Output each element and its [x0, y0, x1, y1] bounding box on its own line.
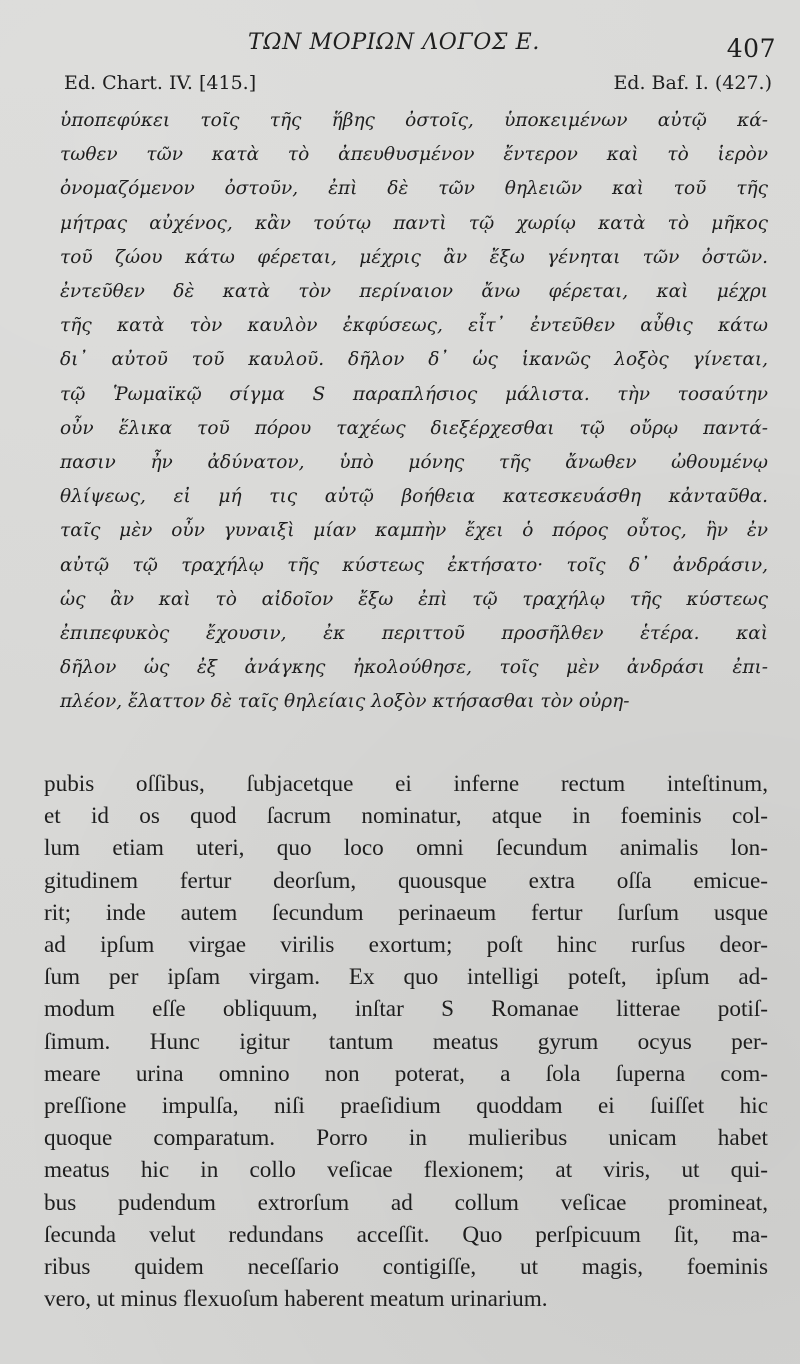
greek-line: ἐπιπεφυκὸς ἔχουσιν, ἐκ περιττοῦ προσῆλθεν ἑτέρα. καὶ: [60, 623, 768, 645]
greek-line: τῷ Ῥωμαϊκῷ σίγμα S παραπλήσιος μάλιστα. τὴν τοσαύτην: [60, 383, 768, 405]
greek-line: μήτρας αὐχένος, κἂν τούτῳ παντὶ τῷ χωρίῳ κατὰ τὸ μῆκος: [60, 212, 768, 234]
running-head: ΤΩΝ ΜΟΡΙΩΝ ΛΟΓΟΣ Ε.: [248, 30, 540, 55]
greek-line: τωθεν τῶν κατὰ τὸ ἀπευθυσμένον ἔντερον καὶ τὸ ἱερὸν: [60, 144, 768, 166]
latin-line: modum eſſe obliquum, inſtar S Romanae litterae potiſ-: [44, 996, 768, 1023]
latin-line: meatus hic in collo veſicae flexionem; at viris, ut qui-: [44, 1157, 768, 1184]
greek-line: ταῖς μὲν οὖν γυναιξὶ μίαν καμπὴν ἔχει ὁ πόρος οὗτος, ἣν ἐν: [60, 520, 768, 542]
latin-line: ſecunda velut redundans acceſſit. Quo perſpicuum ſit, ma-: [44, 1221, 768, 1248]
greek-line: πλέον, ἔλαττον δὲ ταῖς θηλείαις λοξὸν κτήσασθαι τὸν οὐρη-: [60, 691, 630, 713]
latin-line: ad ipſum virgae virilis exortum; poſt hinc rurſus deor-: [44, 932, 768, 959]
greek-line: ἐντεῦθεν δὲ κατὰ τὸν περίναιον ἄνω φέρεται, καὶ μέχρι: [60, 281, 768, 303]
latin-line: pubis oſſibus, ſubjacetque ei inferne rectum inteſtinum,: [44, 771, 768, 797]
greek-line: δι᾽ αὐτοῦ τοῦ καυλοῦ. δῆλον δ᾽ ὡς ἱκανῶς λοξὸς γίνεται,: [60, 349, 768, 371]
latin-line: rit; inde autem ſecundum perinaeum fertur ſurſum usque: [44, 899, 768, 926]
latin-line: bus pudendum extrorſum ad collum veſicae promineat,: [44, 1189, 768, 1216]
page-number: 407: [726, 34, 776, 63]
latin-line: et id os quod ſacrum nominatur, atque in foeminis col-: [44, 803, 768, 830]
greek-line: θλίψεως, εἰ μή τις αὐτῷ βοήθεια κατεσκευάσθη κἀνταῦθα.: [60, 486, 768, 508]
greek-line: αὐτῷ τῷ τραχήλῳ τῆς κύστεως ἐκτήσατο· τοῖς δ᾽ ἀνδράσιν,: [60, 554, 768, 576]
greek-line: ὀνομαζόμενον ὀστοῦν, ἐπὶ δὲ τῶν θηλειῶν καὶ τοῦ τῆς: [60, 178, 768, 200]
latin-line: preſſione impulſa, niſi praeſidium quoddam ei ſuiſſet hic: [44, 1093, 768, 1120]
latin-line: gitudinem fertur deorſum, quousque extra oſſa emicue-: [44, 867, 768, 894]
greek-line: πασιν ἦν ἀδύνατον, ὑπὸ μόνης τῆς ἄνωθεν ὠθουμένῳ: [60, 452, 768, 474]
latin-line: quoque comparatum. Porro in mulieribus unicam habet: [44, 1125, 768, 1152]
greek-line: τοῦ ζώου κάτω φέρεται, μέχρις ἂν ἔξω γένηται τῶν ὀστῶν.: [60, 246, 768, 268]
edition-reference-chart: Ed. Chart. IV. [415.]: [64, 72, 257, 94]
greek-text-block: [60, 104, 768, 720]
greek-line: τῆς κατὰ τὸν καυλὸν ἐκφύσεως, εἶτ᾽ ἐντεῦθεν αὖθις κάτω: [60, 315, 768, 337]
latin-line: ribus quidem neceſſario contigiſſe, ut magis, foeminis: [44, 1254, 768, 1281]
greek-line: ὡς ἂν καὶ τὸ αἰδοῖον ἔξω ἐπὶ τῷ τραχήλῳ τῆς κύστεως: [60, 588, 768, 610]
greek-line: οὖν ἕλικα τοῦ πόρου ταχέως διεξέρχεσθαι τῷ οὔρῳ παντά-: [60, 417, 768, 439]
latin-line: ſum per ipſam virgam. Ex quo intelligi poteſt, ipſum ad-: [44, 964, 768, 991]
latin-line: vero, ut minus flexuoſum haberent meatum urinarium.: [44, 1286, 548, 1313]
latin-text-block: [44, 768, 768, 1315]
latin-line: ſimum. Hunc igitur tantum meatus gyrum ocyus per-: [44, 1028, 768, 1055]
greek-line: δῆλον ὡς ἐξ ἀνάγκης ἠκολούθησε, τοῖς μὲν ἀνδράσι ἐπι-: [60, 657, 768, 679]
edition-reference-bas: Ed. Baf. I. (427.): [613, 72, 772, 94]
greek-line: ὑποπεφύκει τοῖς τῆς ἥβης ὀστοῖς, ὑποκειμένων αὐτῷ κά-: [60, 110, 768, 131]
latin-line: meare urina omnino non poterat, a ſola ſuperna com-: [44, 1060, 768, 1087]
latin-line: lum etiam uteri, quo loco omni ſecundum animalis lon-: [44, 835, 768, 862]
